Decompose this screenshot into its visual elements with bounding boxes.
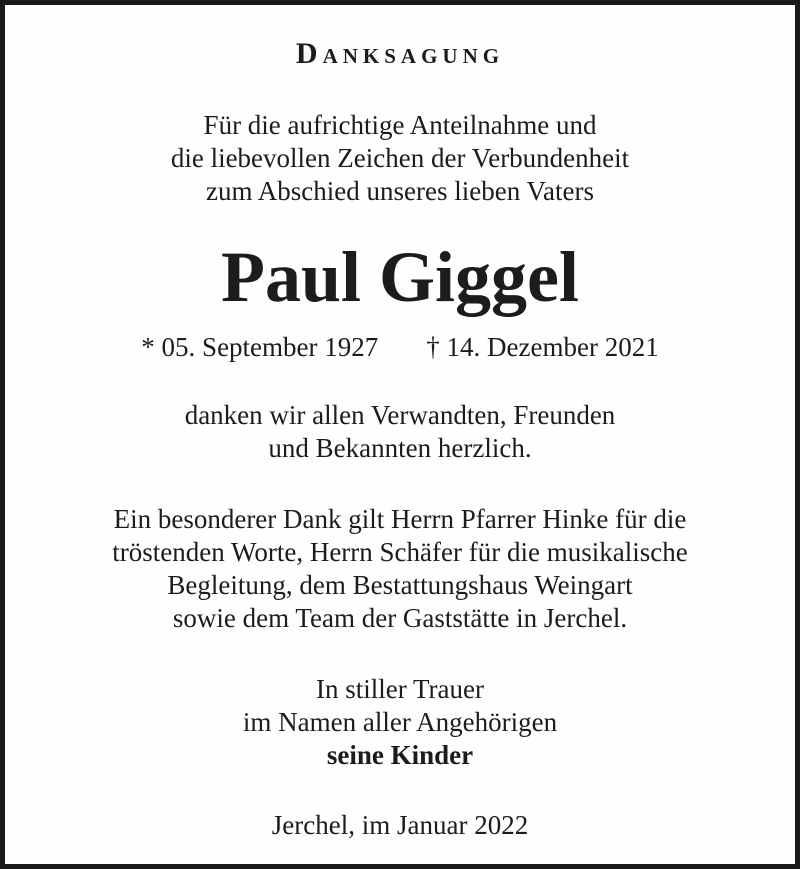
place-date: Jerchel, im Januar 2022 (271, 810, 529, 840)
intro-line-3: zum Abschied unseres lieben Vaters (206, 176, 594, 206)
death-date: † 14. Dezember 2021 (426, 332, 659, 362)
intro-line-1: Für die aufrichtige Anteilnahme und (203, 110, 597, 140)
intro-line-2: die liebevollen Zeichen der Verbundenheit (170, 143, 630, 173)
life-dates (5, 331, 795, 364)
special-thanks-line-4: sowie dem Team der Gaststätte in Jerchel. (172, 603, 628, 633)
birth-date: * 05. September 1927 (141, 332, 379, 362)
special-thanks-line-1: Ein besonderer Dank gilt Herrn Pfarrer Hinke für die (113, 504, 687, 534)
special-thanks-line-2: tröstenden Worte, Herrn Schäfer für die musikalische (112, 537, 688, 567)
special-thanks-line-3: Begleitung, dem Bestattungshaus Weingart (167, 570, 633, 600)
thanks-line-1: danken wir allen Verwandten, Freunden (184, 400, 616, 430)
signature: seine Kinder (326, 740, 474, 770)
mourning-line-1: In stiller Trauer (316, 674, 484, 704)
deceased-name: Paul Giggel (221, 237, 579, 317)
mourning-line-2: im Namen aller Angehörigen (242, 707, 558, 737)
notice-heading: Danksagung (295, 37, 505, 70)
thanks-line-2: und Bekannten herzlich. (268, 433, 532, 463)
